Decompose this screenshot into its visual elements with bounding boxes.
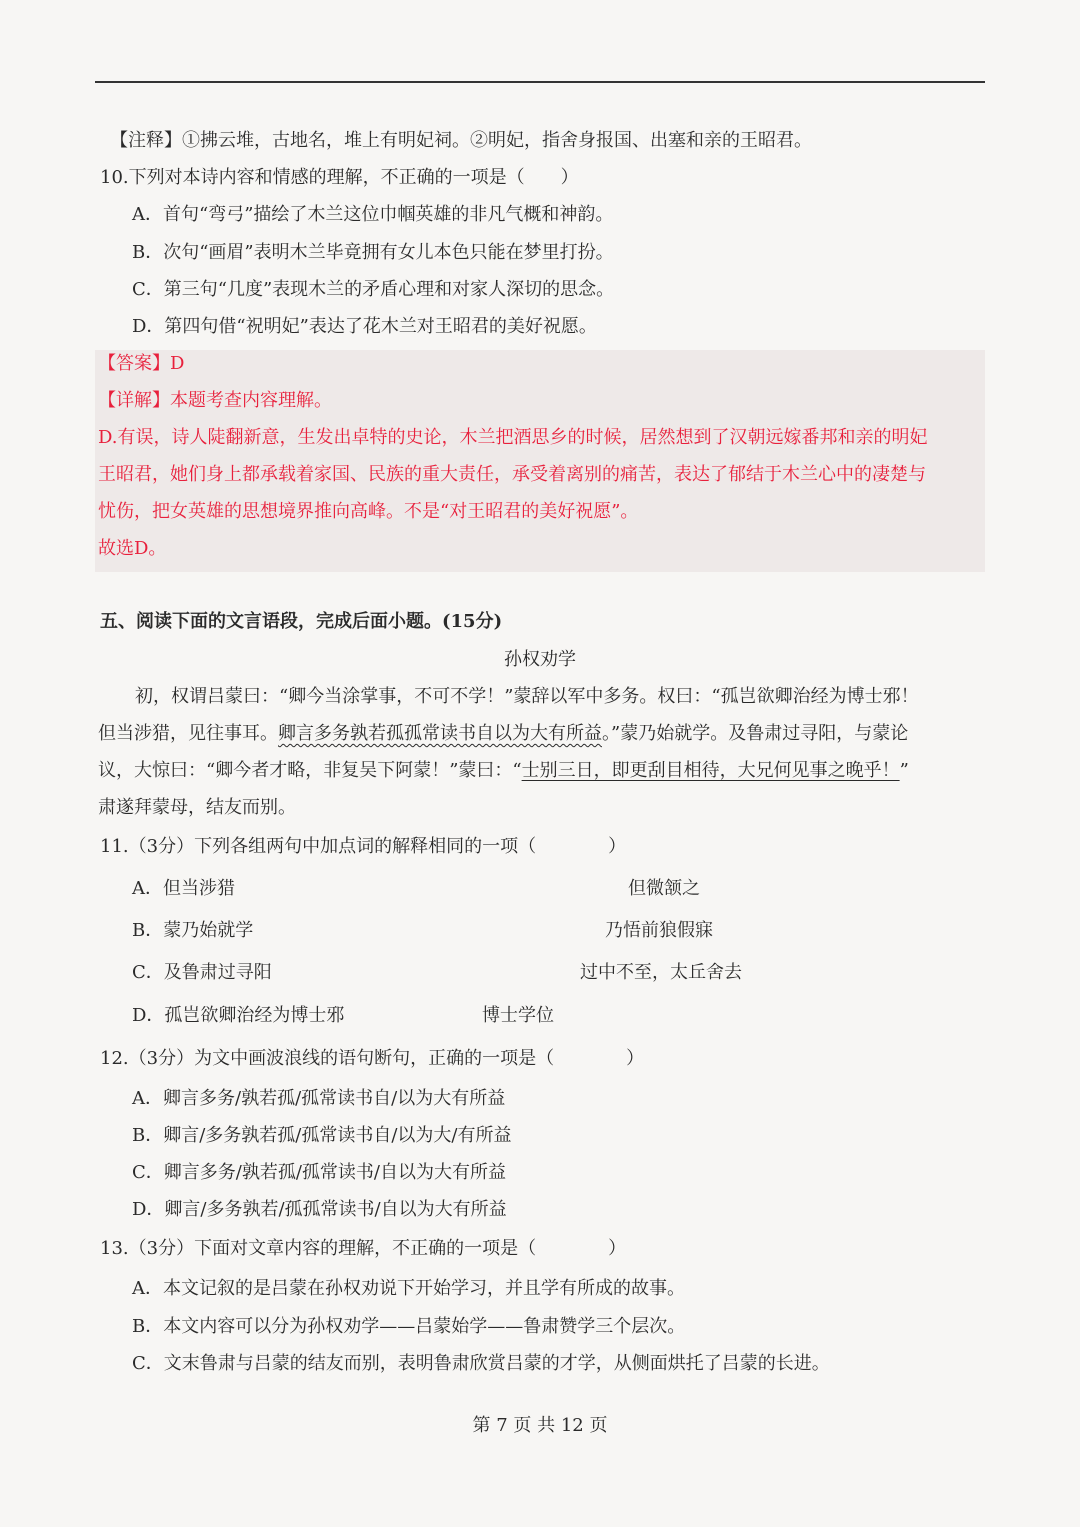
q10-explain-line-3: 忧伤，把女英雄的思想境界推向高峰。不是“对王昭君的美好祝愿”。 [98, 501, 639, 522]
q10-option-b: B．次句“画眉”表明木兰毕竟拥有女儿本色只能在梦里打扮。 [132, 242, 614, 263]
question-12-stem: 12.（3分）为文中画波浪线的语句断句，正确的一项是（ ） [100, 1048, 645, 1069]
q11-option-d-right: 博士学位 [482, 1005, 554, 1026]
q13-option-b: B．本文内容可以分为孙权劝学——吕蒙始学——鲁肃赞学三个层次。 [132, 1316, 686, 1337]
q11-option-d-left: D．孤岂欲卿治经为博士邪 [132, 1005, 345, 1026]
question-13-stem: 13.（3分）下面对文章内容的理解，不正确的一项是（ ） [100, 1238, 627, 1259]
question-10-stem: 10.下列对本诗内容和情感的理解，不正确的一项是（ ） [100, 167, 579, 188]
q10-option-c: C．第三句“几度”表现木兰的矛盾心理和对家人深切的思念。 [132, 279, 615, 300]
q11-option-b-right: 乃悟前狼假寐 [605, 920, 713, 941]
q11-option-a-right: 但微颔之 [628, 878, 700, 899]
q13-option-a: A．本文记叙的是吕蒙在孙权劝说下开始学习，并且学有所成的故事。 [132, 1278, 685, 1299]
answer-explanation-box [95, 350, 985, 572]
q12-option-b: B．卿言/多务孰若孤/孤常读书自/以为大/有所益 [132, 1125, 512, 1146]
q10-conclusion: 故选D。 [98, 538, 167, 559]
q13-option-c: C．文末鲁肃与吕蒙的结友而别，表明鲁肃欣赏吕蒙的才学，从侧面烘托了吕蒙的长进。 [132, 1353, 830, 1374]
passage-line-2: 但当涉猎，见往事耳。卿言多务孰若孤孤常读书自以为大有所益。”蒙乃始就学。及鲁肃过寻阳，与蒙论 [98, 723, 909, 744]
passage-line-4: 肃遂拜蒙母，结友而别。 [98, 797, 296, 818]
q10-explain-line-1: D.有误，诗人陡翻新意，生发出卓特的史论，木兰把酒思乡的时候，居然想到了汉朝远嫁番邦和亲的明妃 [98, 427, 928, 448]
question-11-stem: 11.（3分）下列各组两句中加点词的解释相同的一项（ ） [100, 836, 627, 857]
passage-title: 孙权劝学 [504, 649, 576, 670]
q10-explain-line-2: 王昭君，她们身上都承载着家国、民族的重大责任，承受着离别的痛苦，表达了郁结于木兰心中的凄楚与 [98, 464, 926, 485]
underlined-sentence: 士别三日，即更刮目相待，大兄何见事之晚乎！ [521, 760, 900, 781]
q12-option-d: D．卿言/多务孰若/孤孤常读书/自以为大有所益 [132, 1199, 507, 1220]
q10-explain-title: 【详解】本题考查内容理解。 [98, 390, 332, 411]
passage-line-3: 议，大惊曰：“卿今者才略，非复吴下阿蒙！”蒙曰：“士别三日，即更刮目相待，大兄何见事之晚乎！” [98, 760, 909, 781]
wavy-underlined-sentence: 卿言多务孰若孤孤常读书自以为大有所益 [278, 723, 602, 744]
annotation-note: 【注释】①拂云堆，古地名，堆上有明妃祠。②明妃，指舍身报国、出塞和亲的王昭君。 [110, 130, 812, 151]
q12-option-c: C．卿言多务/孰若孤/孤常读书/自以为大有所益 [132, 1162, 506, 1183]
section-5-title: 五、阅读下面的文言语段，完成后面小题。(15分) [100, 611, 503, 632]
page-footer: 第 7 页 共 12 页 [472, 1415, 608, 1436]
q11-option-c-left: C．及鲁肃过寻阳 [132, 962, 272, 983]
passage-line-1: 初，权谓吕蒙曰：“卿今当涂掌事，不可不学！”蒙辞以军中多务。权曰：“孤岂欲卿治经为博士邪！ [135, 686, 919, 707]
q11-option-c-right: 过中不至，太丘舍去 [580, 962, 742, 983]
q10-answer: 【答案】D [98, 353, 185, 374]
header-rule [95, 81, 985, 83]
q10-option-d: D．第四句借“祝明妃”表达了花木兰对王昭君的美好祝愿。 [132, 316, 597, 337]
q11-option-a-left: A．但当涉猎 [132, 878, 235, 899]
q12-option-a: A．卿言多务/孰若孤/孤常读书自/以为大有所益 [132, 1088, 506, 1109]
q11-option-b-left: B．蒙乃始就学 [132, 920, 254, 941]
q10-option-a: A．首句“弯弓”描绘了木兰这位巾帼英雄的非凡气概和神韵。 [132, 204, 614, 225]
